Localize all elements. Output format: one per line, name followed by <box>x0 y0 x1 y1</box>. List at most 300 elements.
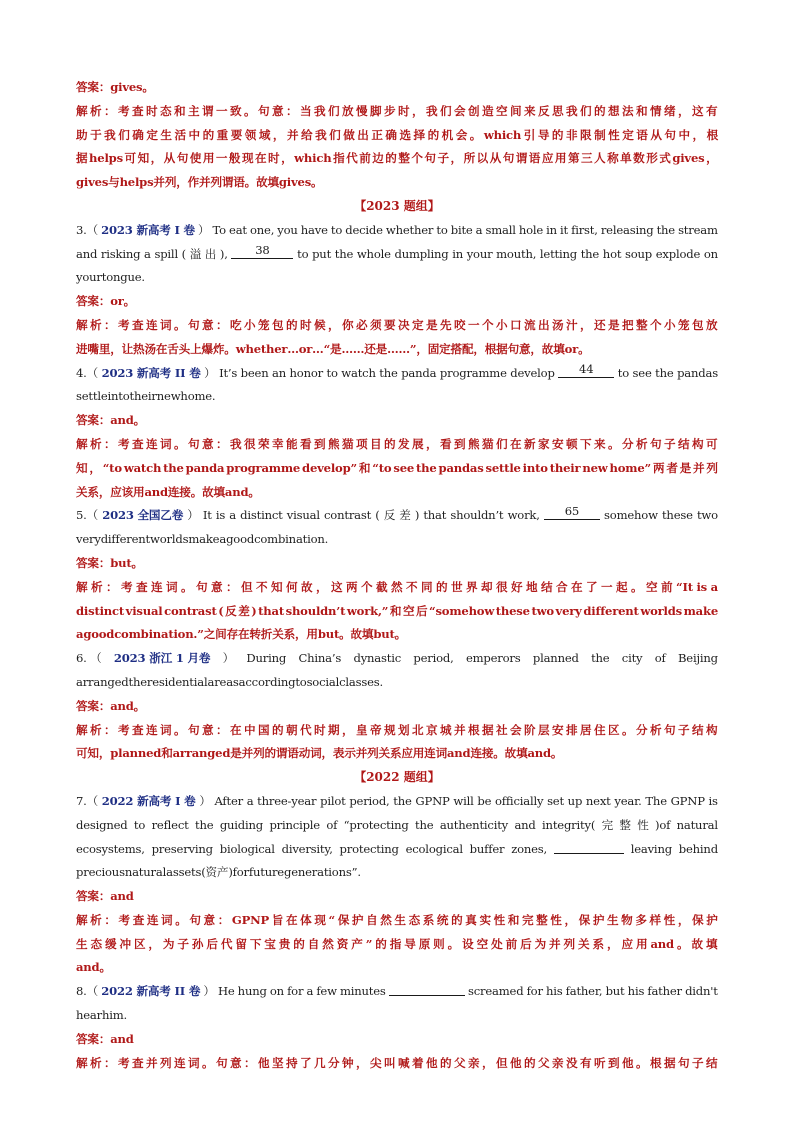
word: 法 <box>622 103 634 118</box>
word: 列 <box>253 746 265 761</box>
word: 的 <box>375 936 387 951</box>
word: 叫 <box>384 1055 396 1070</box>
word: 据 <box>664 1055 676 1070</box>
word: 意 <box>202 317 214 332</box>
word: 思 <box>552 103 564 118</box>
word: 案 <box>87 1031 99 1046</box>
word: 北 <box>412 722 424 737</box>
word: two <box>531 603 554 618</box>
word: ： <box>104 722 116 737</box>
word: 析 <box>90 722 102 737</box>
word: your <box>76 270 102 285</box>
word: and <box>514 817 536 832</box>
word: 空 <box>402 603 415 618</box>
word: ， <box>321 746 333 761</box>
question-line <box>76 243 718 267</box>
word: 放 <box>342 103 354 118</box>
word: ： <box>216 436 228 451</box>
word: 单 <box>620 151 632 166</box>
word: zones, <box>511 841 548 856</box>
word: the <box>195 817 214 832</box>
word: 结 <box>678 436 690 451</box>
word: 到 <box>454 436 466 451</box>
word: 答 <box>76 413 88 428</box>
word: ： <box>216 722 228 737</box>
word: but <box>605 984 625 999</box>
word: 折 <box>260 627 273 642</box>
word: 般 <box>228 151 241 166</box>
word: develop <box>510 365 555 380</box>
word: 句 <box>216 1055 228 1070</box>
word: explode <box>655 246 701 261</box>
answer-blank <box>554 838 624 854</box>
word: “ <box>328 912 335 927</box>
word: 人 <box>594 151 606 166</box>
word: 导 <box>537 127 550 142</box>
word: for <box>287 984 304 999</box>
word: 析 <box>636 436 648 451</box>
word: 护 <box>706 912 718 927</box>
word: 皇 <box>356 722 368 737</box>
word: three-year <box>257 793 317 808</box>
word: 连 <box>151 579 163 594</box>
word: that <box>258 603 284 618</box>
word: 转 <box>249 627 261 642</box>
word: a <box>144 246 151 261</box>
word: 词 <box>310 746 322 761</box>
word: 查 <box>132 1055 144 1070</box>
word: 表 <box>332 746 345 761</box>
word: into <box>522 460 548 475</box>
word: for <box>526 984 543 999</box>
word: “protecting <box>343 817 409 832</box>
word: 包 <box>692 317 704 332</box>
word: 并 <box>693 460 705 475</box>
word: 这 <box>331 579 343 594</box>
answer-blank <box>389 980 465 996</box>
word: 代 <box>220 936 233 951</box>
word: 性 <box>550 912 562 927</box>
word: 解 <box>76 317 88 332</box>
answer-line <box>76 171 718 195</box>
word: 析 <box>650 722 662 737</box>
word: 连 <box>146 722 158 737</box>
word: ： <box>217 912 230 927</box>
word: distinct <box>240 508 283 523</box>
word: 护 <box>351 912 364 927</box>
word: 案 <box>87 889 99 904</box>
question-line <box>76 814 718 838</box>
word: 。 <box>311 175 323 190</box>
word: period, <box>413 651 454 666</box>
answer-line <box>76 933 718 957</box>
word: 在 <box>237 627 250 642</box>
word: 还 <box>594 317 606 332</box>
word: 据 <box>76 151 88 166</box>
word: 个 <box>482 317 494 332</box>
word: ， <box>98 746 111 761</box>
word: 句 <box>188 317 200 332</box>
word: work,” <box>346 603 389 618</box>
word: ： <box>104 317 116 332</box>
word: After <box>214 793 243 808</box>
answer-line <box>76 147 718 171</box>
word: honor <box>289 365 323 380</box>
word: 定 <box>146 127 158 142</box>
question-source: 2022 新高考 II 卷 <box>101 984 201 999</box>
word: areas <box>207 674 239 689</box>
question-line <box>76 790 718 814</box>
word: 给 <box>301 127 313 142</box>
word: 的 <box>436 579 448 594</box>
word: 。 <box>181 579 193 594</box>
word: 列 <box>367 746 379 761</box>
word: 考 <box>118 317 130 332</box>
word: and <box>144 484 168 499</box>
word: 称 <box>607 151 619 166</box>
word: 出 <box>538 317 550 332</box>
word: their <box>549 460 581 475</box>
word: ， <box>450 151 462 166</box>
word: or <box>564 341 579 356</box>
answer-line <box>76 76 718 100</box>
word: somehow <box>604 508 658 523</box>
word: 应 <box>110 484 122 499</box>
question-source: 2023 浙江 1 月卷 <box>113 651 211 666</box>
word: 所 <box>463 151 475 166</box>
answer-line <box>76 338 718 362</box>
word: 区 <box>608 722 620 737</box>
word: watch <box>123 460 162 475</box>
word: 亲 <box>552 1055 564 1070</box>
word: 并 <box>153 175 165 190</box>
word: 连 <box>146 436 158 451</box>
word: 系 <box>87 484 99 499</box>
word: 熊 <box>328 436 340 451</box>
word: 析 <box>90 103 102 118</box>
word: 中 <box>244 722 256 737</box>
word: 设 <box>462 936 474 951</box>
word: 新 <box>524 436 536 451</box>
word: 。 <box>224 341 236 356</box>
word: 答 <box>76 889 88 904</box>
word: few <box>316 984 337 999</box>
word: 资 <box>336 936 349 951</box>
word: in <box>452 246 463 261</box>
word: bite <box>450 222 473 237</box>
word: 下 <box>249 936 262 951</box>
word: 你 <box>342 317 354 332</box>
word: home” <box>609 460 651 475</box>
word: 爆 <box>201 341 213 356</box>
word: 。 <box>202 1055 214 1070</box>
word: 。 <box>469 127 482 142</box>
word: ， <box>342 722 354 737</box>
word: ， <box>281 151 293 166</box>
question-line <box>76 861 718 885</box>
word: 代 <box>300 722 312 737</box>
word: his <box>545 984 563 999</box>
word: “to <box>102 460 122 475</box>
word: whether…or…“ <box>235 341 331 356</box>
word: 意 <box>211 579 223 594</box>
word: 小 <box>244 317 256 332</box>
word: officially <box>494 793 544 808</box>
word: 固 <box>427 341 440 356</box>
word: 。 <box>248 484 260 499</box>
word: ， <box>356 1055 368 1070</box>
word: 故 <box>256 175 268 190</box>
answer-line <box>76 409 718 433</box>
answer-line <box>76 457 718 481</box>
word: 非 <box>565 127 578 142</box>
word: 须 <box>370 317 382 332</box>
word: behind <box>678 841 718 856</box>
word: 致 <box>230 103 242 118</box>
word: ， <box>98 484 111 499</box>
word: 者 <box>666 460 678 475</box>
word: 案 <box>87 555 99 570</box>
word: 冲 <box>119 936 131 951</box>
word: 意 <box>203 912 215 927</box>
word: distinct <box>76 603 125 618</box>
word: 子 <box>678 722 690 737</box>
word: It’s <box>219 365 238 380</box>
word: 故 <box>202 484 214 499</box>
word: 。 <box>142 80 154 94</box>
word: 用 <box>306 627 318 642</box>
word: 句 <box>678 1055 690 1070</box>
word: gives <box>76 175 109 190</box>
word: protecting <box>339 841 399 856</box>
word: 性 <box>608 127 620 142</box>
word: 连 <box>174 1055 186 1070</box>
word: 地 <box>526 579 538 594</box>
word: 。 <box>493 746 505 761</box>
word: 分 <box>328 1055 340 1070</box>
word: ， <box>110 341 122 356</box>
word: 性 <box>663 912 676 927</box>
word: ， <box>692 127 704 142</box>
word: 空 <box>476 936 489 951</box>
word: watch <box>341 365 376 380</box>
word: 。 <box>339 627 351 642</box>
word: 指 <box>389 936 402 951</box>
word: 该 <box>121 484 134 499</box>
word: ） <box>222 651 235 666</box>
word: 溢 <box>189 246 202 261</box>
word: a <box>219 532 227 547</box>
word: it <box>560 222 569 237</box>
word: 边 <box>372 151 384 166</box>
word: 引 <box>523 127 536 142</box>
word: 我 <box>315 127 327 142</box>
word: ， <box>89 460 101 475</box>
word: 以 <box>476 151 489 166</box>
word: 4.（ <box>76 365 99 380</box>
word: 择 <box>413 127 425 142</box>
word: soup <box>625 246 653 261</box>
word: authenticity <box>439 817 509 832</box>
word: 。 <box>174 722 186 737</box>
word: 多 <box>635 912 647 927</box>
word: 在 <box>510 436 522 451</box>
word: 顿 <box>566 436 578 451</box>
word: 放 <box>706 317 718 332</box>
word: social <box>306 674 340 689</box>
word: contrast <box>164 603 217 618</box>
word: 定 <box>622 127 634 142</box>
question-source: 2022 新高考 I 卷 <box>101 793 196 808</box>
word: 会 <box>454 103 466 118</box>
word: 词 <box>166 579 178 594</box>
word: …… <box>341 341 365 356</box>
answer-blank: 44 <box>558 362 614 378</box>
word: buffer <box>469 841 505 856</box>
word: 。 <box>578 341 590 356</box>
word: ： <box>104 912 116 927</box>
word: 句 <box>507 341 519 356</box>
word: 出 <box>204 246 217 261</box>
word: 口 <box>510 317 522 332</box>
question-line <box>76 266 718 290</box>
word: 整 <box>636 317 648 332</box>
word: 配 <box>461 341 474 356</box>
word: 缓 <box>104 936 117 951</box>
word: new <box>582 460 608 475</box>
word: 和 <box>389 603 402 618</box>
answer-line <box>76 100 718 124</box>
word: ） <box>198 222 210 237</box>
word: 导 <box>404 936 416 951</box>
word: ： <box>98 80 111 94</box>
word: 。 <box>394 627 407 642</box>
word: 填 <box>361 627 374 642</box>
word: 连 <box>146 912 159 927</box>
word: 可 <box>76 746 88 761</box>
word: gives <box>110 80 143 94</box>
word: 生 <box>394 912 406 927</box>
word: 解 <box>76 912 88 927</box>
word: 代 <box>346 151 358 166</box>
word: 流 <box>524 317 536 332</box>
word: decide <box>345 222 383 237</box>
word: tongue. <box>101 270 145 285</box>
word: ） <box>199 793 211 808</box>
word: 着 <box>412 1055 424 1070</box>
word: make <box>683 603 718 618</box>
word: 。 <box>676 936 689 951</box>
answer-line <box>76 576 718 600</box>
word: 到 <box>608 1055 620 1070</box>
word: 解 <box>76 103 88 118</box>
word: 会 <box>510 722 522 737</box>
word: 让 <box>121 341 134 356</box>
word: 完 <box>601 817 613 832</box>
word: 家 <box>538 436 550 451</box>
word: 决 <box>398 317 410 332</box>
word: but <box>373 627 395 642</box>
word: 。 <box>175 912 187 927</box>
word: 的 <box>286 317 298 332</box>
word: 意 <box>202 436 214 451</box>
word: 态 <box>160 103 172 118</box>
word: 划 <box>398 722 410 737</box>
word: mouth, <box>496 246 537 261</box>
word: but <box>317 627 340 642</box>
word: 的 <box>293 936 305 951</box>
word: ， <box>564 912 576 927</box>
word: 前 <box>661 579 673 594</box>
word: 。 <box>123 294 136 309</box>
word: guiding <box>219 817 264 832</box>
word: 故 <box>301 579 313 594</box>
word: ： <box>106 579 118 594</box>
word: worlds <box>150 532 189 547</box>
word: 。 <box>608 436 620 451</box>
word: 的 <box>272 722 284 737</box>
word: 来 <box>524 103 536 118</box>
word: 空 <box>646 579 658 594</box>
word: 朝 <box>286 722 298 737</box>
word: 析 <box>90 317 102 332</box>
word: stream <box>678 222 718 237</box>
word: 吃 <box>230 317 242 332</box>
word: 并 <box>549 936 561 951</box>
word: 形 <box>646 151 658 166</box>
word: 列 <box>210 175 222 190</box>
word: ， <box>150 151 163 166</box>
word: 的 <box>385 151 397 166</box>
word: 查 <box>132 436 144 451</box>
word: 时 <box>146 103 158 118</box>
word: whether <box>385 222 434 237</box>
word: have <box>300 222 328 237</box>
word: 截 <box>376 579 388 594</box>
word: 结 <box>541 579 553 594</box>
word: 系 <box>422 912 435 927</box>
word: ， <box>416 341 428 356</box>
word: 案 <box>87 698 99 713</box>
word: 国 <box>258 722 270 737</box>
word: 很 <box>244 436 256 451</box>
word: home. <box>180 389 216 404</box>
word: visual <box>125 603 163 618</box>
word: 有 <box>580 1055 592 1070</box>
word: 解 <box>76 579 88 594</box>
word: 领 <box>244 127 257 142</box>
word: a <box>710 579 718 594</box>
word: 填 <box>553 341 565 356</box>
word: 一 <box>215 151 228 166</box>
word: ， <box>706 151 718 166</box>
word: ： <box>104 103 116 118</box>
word: 。 <box>174 317 186 332</box>
word: ： <box>98 889 111 904</box>
word: 坚 <box>272 1055 284 1070</box>
word: 产 <box>351 936 363 951</box>
word: arranged <box>76 674 129 689</box>
word: 保 <box>578 912 591 927</box>
word: 生 <box>76 936 88 951</box>
word: ” <box>365 936 373 951</box>
word: 态 <box>408 912 420 927</box>
word: GPNP <box>231 912 270 927</box>
word: 意 <box>272 103 284 118</box>
word: integrity( <box>542 817 596 832</box>
word: 是 <box>608 317 620 332</box>
word: 据 <box>482 722 494 737</box>
